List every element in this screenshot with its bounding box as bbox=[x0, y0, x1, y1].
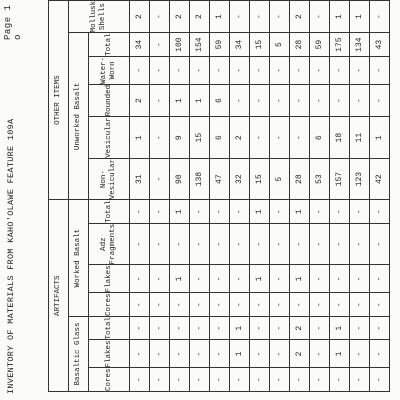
table-cell: - bbox=[370, 265, 390, 293]
table-cell: 1 bbox=[330, 340, 350, 368]
table-cell: - bbox=[270, 368, 290, 392]
table-cell: - bbox=[370, 223, 390, 265]
table-cell: - bbox=[250, 316, 270, 340]
table-cell: 134 bbox=[350, 33, 370, 57]
table-cell: - bbox=[250, 368, 270, 392]
table-cell: 15 bbox=[250, 158, 270, 200]
column-header: Flakes bbox=[89, 265, 130, 293]
table-cell: - bbox=[330, 368, 350, 392]
table-cell: - bbox=[210, 223, 230, 265]
table-cell: - bbox=[350, 340, 370, 368]
column-header: Adz Fragments bbox=[89, 223, 130, 265]
table-cell: - bbox=[310, 265, 330, 293]
inventory-table bbox=[48, 0, 390, 392]
table-cell: 15 bbox=[190, 117, 210, 159]
subgroup-worked-basalt: Worked Basalt bbox=[69, 200, 89, 317]
table-cell: 6 bbox=[310, 117, 330, 159]
table-cell: 2 bbox=[230, 117, 250, 159]
table-cell: 2 bbox=[170, 0, 190, 33]
table-cell: 59 bbox=[210, 33, 230, 57]
table-cell: - bbox=[270, 265, 290, 293]
table-cell: - bbox=[330, 293, 350, 317]
table-cell: - bbox=[250, 56, 270, 84]
table-cell: - bbox=[310, 56, 330, 84]
table-cell: - bbox=[290, 368, 310, 392]
table-cell: 1 bbox=[170, 200, 190, 224]
table-row bbox=[170, 0, 190, 391]
table-cell: - bbox=[230, 265, 250, 293]
table-cell: - bbox=[210, 316, 230, 340]
table-cell: - bbox=[210, 368, 230, 392]
table-cell: - bbox=[290, 223, 310, 265]
table-cell: - bbox=[130, 265, 150, 293]
table-cell: - bbox=[310, 223, 330, 265]
group-other-items: OTHER ITEMS bbox=[49, 0, 69, 200]
table-cell: - bbox=[190, 56, 210, 84]
table-cell: 1 bbox=[290, 200, 310, 224]
column-header: Cores bbox=[89, 368, 130, 392]
table-cell: - bbox=[210, 293, 230, 317]
table-cell: 6 bbox=[210, 84, 230, 117]
column-header: Cores bbox=[89, 293, 130, 317]
table-cell: - bbox=[330, 56, 350, 84]
table-cell: 1 bbox=[230, 316, 250, 340]
table-cell: - bbox=[270, 223, 290, 265]
table-cell: - bbox=[130, 368, 150, 392]
table-cell: - bbox=[170, 223, 190, 265]
table-cell: 2 bbox=[190, 0, 210, 33]
table-cell: - bbox=[330, 84, 350, 117]
column-header: Mollusk Shells bbox=[69, 0, 130, 33]
table-cell: - bbox=[250, 340, 270, 368]
table-cell: - bbox=[150, 223, 170, 265]
table-cell: - bbox=[250, 117, 270, 159]
table-cell: - bbox=[330, 223, 350, 265]
table-cell: - bbox=[310, 0, 330, 33]
table-cell: - bbox=[150, 56, 170, 84]
table-row bbox=[190, 0, 210, 391]
table-cell: - bbox=[330, 200, 350, 224]
table-row bbox=[230, 0, 250, 391]
table-cell: 9 bbox=[170, 117, 190, 159]
table-cell: - bbox=[310, 316, 330, 340]
table-cell: 1 bbox=[210, 0, 230, 33]
table-cell: 1 bbox=[170, 84, 190, 117]
table-cell: - bbox=[350, 368, 370, 392]
table-cell: 59 bbox=[310, 33, 330, 57]
column-header: Rounded bbox=[89, 84, 130, 117]
table-cell: - bbox=[210, 340, 230, 368]
table-cell: - bbox=[190, 340, 210, 368]
table-cell: 1 bbox=[330, 316, 350, 340]
table-cell: - bbox=[150, 0, 170, 33]
table-cell: - bbox=[350, 223, 370, 265]
table-cell: - bbox=[350, 293, 370, 317]
table-cell: - bbox=[230, 223, 250, 265]
table-cell: - bbox=[170, 316, 190, 340]
table-cell: 42 bbox=[370, 158, 390, 200]
table-cell: - bbox=[230, 84, 250, 117]
table-row bbox=[130, 0, 150, 391]
table-cell: - bbox=[270, 0, 290, 33]
table-cell: 43 bbox=[370, 33, 390, 57]
table-cell: 1 bbox=[230, 340, 250, 368]
table-cell: 2 bbox=[290, 316, 310, 340]
table-cell: 100 bbox=[170, 33, 190, 57]
table-cell: - bbox=[250, 0, 270, 33]
table-cell: 34 bbox=[230, 33, 250, 57]
page-title: INVENTORY OF MATERIALS FROM KAHO'OLAWE FEATURE 109A bbox=[6, 118, 16, 394]
table-cell: - bbox=[310, 84, 330, 117]
table-cell: - bbox=[370, 293, 390, 317]
page-number: Page 1 o bbox=[3, 4, 23, 40]
table-cell: 123 bbox=[350, 158, 370, 200]
table-cell: - bbox=[370, 368, 390, 392]
group-artifacts: ARTIFACTS bbox=[49, 200, 69, 392]
table-cell: 2 bbox=[130, 84, 150, 117]
table-cell: 154 bbox=[190, 33, 210, 57]
table-cell: - bbox=[370, 200, 390, 224]
table-cell: - bbox=[150, 117, 170, 159]
table-cell: 34 bbox=[130, 33, 150, 57]
table-cell: - bbox=[230, 368, 250, 392]
table-cell: 1 bbox=[290, 265, 310, 293]
table-cell: 31 bbox=[130, 158, 150, 200]
column-header: Vesicular bbox=[89, 117, 130, 159]
table-cell: 2 bbox=[130, 0, 150, 33]
table-cell: 18 bbox=[330, 117, 350, 159]
table-cell: - bbox=[210, 200, 230, 224]
table-cell: - bbox=[250, 223, 270, 265]
table-cell: 32 bbox=[230, 158, 250, 200]
table-cell: - bbox=[130, 340, 150, 368]
table-cell: - bbox=[150, 84, 170, 117]
table-cell: 138 bbox=[190, 158, 210, 200]
table-cell: 1 bbox=[190, 84, 210, 117]
table-cell: 28 bbox=[290, 158, 310, 200]
table-cell: 28 bbox=[290, 33, 310, 57]
table-cell: - bbox=[330, 265, 350, 293]
table-row bbox=[370, 0, 390, 391]
table-cell: - bbox=[150, 200, 170, 224]
table-cell: - bbox=[270, 340, 290, 368]
table-cell: 47 bbox=[210, 158, 230, 200]
column-header: Flakes bbox=[89, 340, 130, 368]
table-cell: - bbox=[290, 117, 310, 159]
table-cell: 5 bbox=[270, 158, 290, 200]
table-cell: - bbox=[290, 56, 310, 84]
table-cell: - bbox=[270, 56, 290, 84]
table-cell: - bbox=[150, 293, 170, 317]
table-cell: - bbox=[150, 368, 170, 392]
table-cell: - bbox=[230, 293, 250, 317]
table-row bbox=[150, 0, 170, 391]
table-cell: - bbox=[350, 265, 370, 293]
table-cell: - bbox=[290, 84, 310, 117]
table-cell: - bbox=[250, 293, 270, 317]
table-cell: - bbox=[190, 316, 210, 340]
table-cell: - bbox=[370, 56, 390, 84]
table-cell: 1 bbox=[370, 117, 390, 159]
table-row bbox=[330, 0, 350, 391]
table-row bbox=[210, 0, 230, 391]
table-cell: 2 bbox=[290, 0, 310, 33]
table-row bbox=[310, 0, 330, 391]
column-header: Total bbox=[89, 316, 130, 340]
table-cell: - bbox=[130, 316, 150, 340]
table-cell: - bbox=[210, 56, 230, 84]
table-cell: - bbox=[170, 368, 190, 392]
table-cell: - bbox=[350, 84, 370, 117]
table-cell: - bbox=[130, 200, 150, 224]
table-cell: 15 bbox=[250, 33, 270, 57]
table-cell: - bbox=[130, 293, 150, 317]
table-cell: 11 bbox=[350, 117, 370, 159]
table-cell: - bbox=[150, 158, 170, 200]
table-cell: - bbox=[190, 368, 210, 392]
table-cell: - bbox=[130, 223, 150, 265]
table-cell: - bbox=[370, 84, 390, 117]
table-cell: 90 bbox=[170, 158, 190, 200]
table-cell: - bbox=[190, 223, 210, 265]
table-cell: - bbox=[370, 316, 390, 340]
table-cell: - bbox=[270, 316, 290, 340]
table-cell: - bbox=[130, 56, 150, 84]
table-cell: - bbox=[190, 200, 210, 224]
table-cell: - bbox=[350, 200, 370, 224]
table-row bbox=[250, 0, 270, 391]
column-header: Water-Worn bbox=[89, 56, 130, 84]
table-row bbox=[290, 0, 310, 391]
table-cell: 1 bbox=[250, 200, 270, 224]
table-cell: - bbox=[310, 200, 330, 224]
table-cell: - bbox=[310, 340, 330, 368]
table-cell: - bbox=[150, 340, 170, 368]
table-cell: 5 bbox=[270, 33, 290, 57]
table-cell: 1 bbox=[330, 0, 350, 33]
column-header: Non-Vesicular bbox=[89, 158, 130, 200]
subgroup-unworked-basalt: Unworked Basalt bbox=[69, 33, 89, 200]
table-cell: 6 bbox=[210, 117, 230, 159]
table-cell: - bbox=[270, 84, 290, 117]
table-cell: - bbox=[230, 56, 250, 84]
table-cell: - bbox=[150, 33, 170, 57]
table-cell: 175 bbox=[330, 33, 350, 57]
table-cell: - bbox=[150, 265, 170, 293]
table-cell: - bbox=[310, 293, 330, 317]
table-cell: 1 bbox=[170, 265, 190, 293]
column-header: Total bbox=[89, 200, 130, 224]
table-cell: - bbox=[270, 117, 290, 159]
table-cell: - bbox=[150, 316, 170, 340]
table-cell: - bbox=[310, 368, 330, 392]
table-row bbox=[350, 0, 370, 391]
table-cell: - bbox=[250, 84, 270, 117]
table-cell: 1 bbox=[130, 117, 150, 159]
table-cell: - bbox=[190, 265, 210, 293]
table-cell: - bbox=[370, 340, 390, 368]
table-cell: - bbox=[170, 340, 190, 368]
table-cell: 1 bbox=[350, 0, 370, 33]
table-cell: 53 bbox=[310, 158, 330, 200]
table-cell: 1 bbox=[250, 265, 270, 293]
table-cell: - bbox=[350, 56, 370, 84]
table-cell: 157 bbox=[330, 158, 350, 200]
table-cell: - bbox=[370, 0, 390, 33]
table-cell: - bbox=[190, 293, 210, 317]
table-cell: - bbox=[230, 200, 250, 224]
column-header: Total bbox=[89, 33, 130, 57]
table-cell: - bbox=[170, 293, 190, 317]
table-cell: - bbox=[290, 293, 310, 317]
table-cell: - bbox=[170, 56, 190, 84]
table-cell: 2 bbox=[290, 340, 310, 368]
table-cell: - bbox=[350, 316, 370, 340]
subgroup-basaltic-glass: Basaltic Glass bbox=[69, 316, 89, 391]
table-row bbox=[270, 0, 290, 391]
table-cell: - bbox=[210, 265, 230, 293]
table-cell: - bbox=[230, 0, 250, 33]
table-cell: - bbox=[270, 293, 290, 317]
table-cell: - bbox=[270, 200, 290, 224]
